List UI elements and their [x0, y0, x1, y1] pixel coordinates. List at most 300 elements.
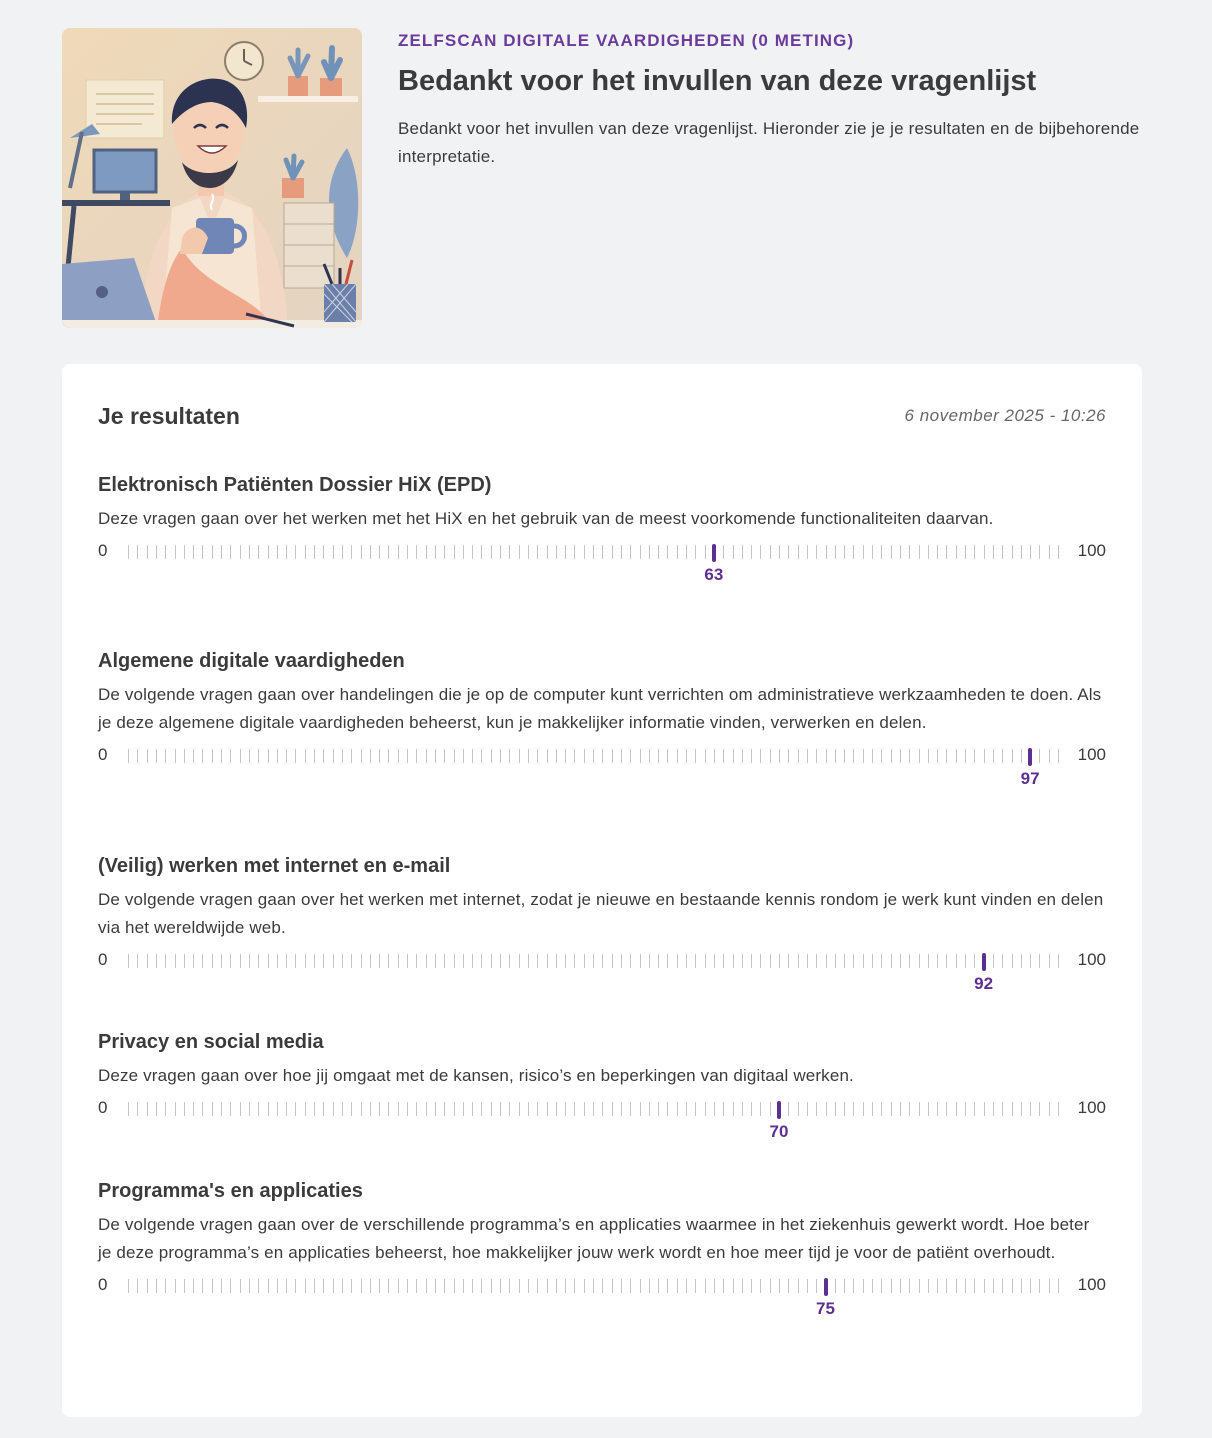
scale-tick: [853, 954, 854, 968]
scale-tick: [537, 1102, 538, 1116]
scale-tick: [323, 1279, 324, 1293]
scale-tick: [388, 1279, 389, 1293]
scale-tick: [500, 1102, 501, 1116]
scale-tick: [612, 749, 613, 763]
scale-tick: [565, 749, 566, 763]
scale-tick: [342, 1102, 343, 1116]
scale-tick: [156, 1279, 157, 1293]
scale-tick: [295, 1279, 296, 1293]
scale-tick: [463, 545, 464, 559]
scale-tick: [891, 1279, 892, 1293]
scale-tick: [891, 954, 892, 968]
scale-tick: [584, 1102, 585, 1116]
scale-tick: [733, 1102, 734, 1116]
scale-tick: [240, 749, 241, 763]
scale-tick: [677, 954, 678, 968]
scale-tick: [491, 749, 492, 763]
scale-tick: [547, 1279, 548, 1293]
scale-tick: [677, 545, 678, 559]
scale-tick: [463, 1279, 464, 1293]
scale-tick: [528, 545, 529, 559]
scale-tick: [881, 1102, 882, 1116]
scale-tick: [1039, 954, 1040, 968]
scale-tick: [137, 1279, 138, 1293]
scale-tick: [491, 954, 492, 968]
scale-tick: [946, 1102, 947, 1116]
scale-tick: [268, 954, 269, 968]
scale-tick: [658, 749, 659, 763]
scale-tick: [928, 749, 929, 763]
scale-tick: [1030, 1102, 1031, 1116]
scale-tick: [723, 1102, 724, 1116]
scale-tick: [398, 1102, 399, 1116]
scale-tick: [193, 954, 194, 968]
scale-tick: [1021, 1279, 1022, 1293]
scale-tick: [221, 749, 222, 763]
scale-tick: [723, 954, 724, 968]
scale-tick: [481, 954, 482, 968]
scale-tick: [733, 954, 734, 968]
scale-tick: [872, 749, 873, 763]
scale-tick: [602, 1102, 603, 1116]
scale-tick: [398, 749, 399, 763]
scale-tick: [714, 1102, 715, 1116]
scale-tick: [733, 1279, 734, 1293]
scale-tick: [798, 1279, 799, 1293]
scale-tick: [472, 954, 473, 968]
scale-tick: [351, 545, 352, 559]
scale-tick: [519, 749, 520, 763]
scale-tick: [1039, 545, 1040, 559]
scale-tick: [1030, 954, 1031, 968]
scale-tick: [295, 545, 296, 559]
scale-tick: [863, 749, 864, 763]
scale-tick: [816, 1279, 817, 1293]
scale-tick: [677, 1279, 678, 1293]
scale-tick: [454, 545, 455, 559]
scale-tick: [128, 954, 129, 968]
scale-tick: [286, 1102, 287, 1116]
scale-tick: [946, 545, 947, 559]
scale-tick: [193, 545, 194, 559]
scale-tick: [361, 1102, 362, 1116]
scale-tick: [481, 1279, 482, 1293]
scale-tick: [891, 545, 892, 559]
scale-tick: [891, 749, 892, 763]
scale-tick: [649, 954, 650, 968]
scale-tick: [472, 1279, 473, 1293]
scale-tick: [463, 954, 464, 968]
scale-tick: [695, 749, 696, 763]
scale-tick: [547, 1102, 548, 1116]
scale-tick: [249, 749, 250, 763]
scale-tick: [760, 545, 761, 559]
scale-tick: [788, 954, 789, 968]
scale-tick: [798, 954, 799, 968]
scale-tick: [974, 954, 975, 968]
scale-tick: [230, 954, 231, 968]
scale-tick: [361, 1279, 362, 1293]
scale-tick: [193, 1102, 194, 1116]
scale-tick: [137, 749, 138, 763]
scale-tick: [984, 1279, 985, 1293]
scale-tick: [509, 1279, 510, 1293]
scale-tick: [202, 749, 203, 763]
scale-tick: [1058, 1102, 1059, 1116]
section-description: Deze vragen gaan over het werken met het HiX en het gebruik van de meest voorkomende functionaliteiten daarvan.: [98, 509, 994, 528]
person-with-coffee-illustration: [62, 28, 362, 328]
scale-tick: [388, 954, 389, 968]
score-value: 97: [1020, 769, 1040, 788]
scale-tick: [202, 1279, 203, 1293]
scale-tick: [1002, 954, 1003, 968]
scale-tick: [686, 954, 687, 968]
scale-tick: [528, 1279, 529, 1293]
scale-tick: [667, 545, 668, 559]
scale-tick: [593, 954, 594, 968]
scale-tick: [574, 545, 575, 559]
scale-max-label: 100: [1077, 1098, 1106, 1117]
scale-tick: [723, 545, 724, 559]
scale-tick: [165, 1102, 166, 1116]
scale-tick: [742, 545, 743, 559]
scale-tick: [900, 545, 901, 559]
scale-tick: [351, 749, 352, 763]
scale-tick: [695, 1102, 696, 1116]
scale-tick: [946, 749, 947, 763]
scale-tick: [509, 954, 510, 968]
scale-tick: [323, 1102, 324, 1116]
scale-tick: [249, 545, 250, 559]
score-scale: [98, 1271, 1106, 1318]
scale-track: [128, 545, 1058, 584]
scale-tick: [537, 545, 538, 559]
scale-tick: [835, 1279, 836, 1293]
scale-tick: [165, 954, 166, 968]
hero-illustration: [62, 28, 362, 328]
scale-tick: [853, 1102, 854, 1116]
scale-tick: [993, 749, 994, 763]
scale-tick: [937, 545, 938, 559]
scale-tick: [147, 1102, 148, 1116]
result-section: [98, 1029, 1106, 1141]
scale-tick: [537, 954, 538, 968]
scale-tick: [807, 1279, 808, 1293]
scale-tick: [212, 1279, 213, 1293]
scale-tick: [1049, 545, 1050, 559]
scale-tick: [686, 1279, 687, 1293]
scale-tick: [705, 545, 706, 559]
scale-tick: [463, 749, 464, 763]
scale-tick: [807, 1102, 808, 1116]
scale-tick: [444, 1102, 445, 1116]
scale-tick: [137, 954, 138, 968]
scale-tick: [742, 954, 743, 968]
scale-tick: [137, 545, 138, 559]
scale-tick: [323, 954, 324, 968]
intro-text: Bedankt voor het invullen van deze vragenlijst. Hieronder zie je je resultaten en de bijbehorende interpretatie.: [398, 119, 1140, 166]
scale-tick: [147, 954, 148, 968]
scale-tick: [565, 954, 566, 968]
scale-tick: [128, 545, 129, 559]
scale-tick: [361, 545, 362, 559]
scale-tick: [1002, 545, 1003, 559]
scale-tick: [900, 749, 901, 763]
scale-tick: [370, 545, 371, 559]
scale-tick: [202, 1102, 203, 1116]
section-title: Elektronisch Patiënten Dossier HiX (EPD): [98, 474, 492, 496]
scale-tick: [435, 545, 436, 559]
score-scale: [98, 1094, 1106, 1141]
scale-tick: [556, 954, 557, 968]
scale-tick: [863, 1279, 864, 1293]
scale-tick: [305, 545, 306, 559]
scale-tick: [249, 1279, 250, 1293]
scale-tick: [295, 1102, 296, 1116]
scale-tick: [156, 545, 157, 559]
scale-tick: [165, 749, 166, 763]
section-title: Programma's en applicaties: [98, 1180, 363, 1202]
scale-tick: [612, 954, 613, 968]
scale-min-label: 0: [98, 745, 108, 764]
section-title: (Veilig) werken met internet en e-mail: [98, 855, 451, 877]
scale-tick: [574, 1279, 575, 1293]
scale-tick: [156, 749, 157, 763]
scale-tick: [705, 1102, 706, 1116]
scale-tick: [1012, 1279, 1013, 1293]
scale-tick: [760, 1279, 761, 1293]
scale-tick: [788, 545, 789, 559]
scale-tick: [779, 1279, 780, 1293]
scale-tick: [649, 1279, 650, 1293]
section-title: Privacy en social media: [98, 1031, 324, 1053]
scale-tick: [844, 1279, 845, 1293]
scale-tick: [630, 749, 631, 763]
scale-tick: [705, 749, 706, 763]
scale-tick: [221, 545, 222, 559]
scale-tick: [798, 1102, 799, 1116]
scale-tick: [788, 1102, 789, 1116]
scale-tick: [844, 749, 845, 763]
scale-tick: [919, 1102, 920, 1116]
scale-tick: [212, 954, 213, 968]
scale-tick: [407, 749, 408, 763]
scale-tick: [277, 1102, 278, 1116]
scale-tick: [128, 1102, 129, 1116]
scale-tick: [919, 954, 920, 968]
scale-tick: [519, 1279, 520, 1293]
scale-tick: [909, 749, 910, 763]
scale-tick: [333, 954, 334, 968]
scale-tick: [695, 954, 696, 968]
scale-tick: [621, 954, 622, 968]
scale-tick: [928, 954, 929, 968]
scale-min-label: 0: [98, 541, 108, 560]
scale-tick: [965, 749, 966, 763]
scale-tick: [379, 749, 380, 763]
scale-tick: [184, 954, 185, 968]
scale-tick: [686, 749, 687, 763]
scale-tick: [556, 749, 557, 763]
scale-tick: [826, 954, 827, 968]
scale-tick: [1049, 749, 1050, 763]
scale-tick: [928, 1279, 929, 1293]
scale-tick: [147, 749, 148, 763]
scale-tick: [844, 1102, 845, 1116]
scale-tick: [444, 545, 445, 559]
scale-tick: [528, 954, 529, 968]
scale-tick: [454, 749, 455, 763]
scale-tick: [249, 954, 250, 968]
scale-tick: [519, 545, 520, 559]
scale-tick: [1049, 1279, 1050, 1293]
scale-tick: [277, 954, 278, 968]
scale-tick: [379, 1279, 380, 1293]
scale-tick: [444, 749, 445, 763]
scale-tick: [956, 545, 957, 559]
scale-tick: [770, 1279, 771, 1293]
scale-tick: [435, 1279, 436, 1293]
scale-tick: [500, 1279, 501, 1293]
survey-eyebrow: ZELFSCAN DIGITALE VAARDIGHEDEN (0 METING): [398, 31, 855, 50]
section-description: Deze vragen gaan over hoe jij omgaat met de kansen, risico’s en beperkingen van digitaal werken.: [98, 1066, 854, 1085]
scale-tick: [937, 1279, 938, 1293]
scale-tick: [342, 749, 343, 763]
scale-tick: [342, 954, 343, 968]
scale-tick: [807, 954, 808, 968]
scale-tick: [881, 545, 882, 559]
scale-tick: [593, 749, 594, 763]
scale-tick: [881, 749, 882, 763]
scale-tick: [984, 545, 985, 559]
scale-tick: [844, 545, 845, 559]
scale-tick: [221, 1102, 222, 1116]
result-section: [98, 853, 1106, 993]
scale-tick: [956, 749, 957, 763]
scale-tick: [1058, 1279, 1059, 1293]
scale-tick: [742, 1102, 743, 1116]
scale-tick: [379, 545, 380, 559]
scale-tick: [779, 749, 780, 763]
scale-tick: [956, 1102, 957, 1116]
scale-tick: [454, 1102, 455, 1116]
scale-tick: [621, 545, 622, 559]
scale-tick: [993, 1102, 994, 1116]
scale-tick: [361, 954, 362, 968]
page-title: Bedankt voor het invullen van deze vragenlijst: [398, 65, 1037, 97]
scale-tick: [240, 954, 241, 968]
scale-tick: [193, 1279, 194, 1293]
scale-tick: [528, 749, 529, 763]
scale-tick: [333, 545, 334, 559]
scale-tick: [640, 954, 641, 968]
score-marker: [1028, 748, 1032, 766]
scale-tick: [835, 749, 836, 763]
scale-tick: [751, 1279, 752, 1293]
scale-track: [128, 954, 1058, 993]
scale-tick: [640, 1102, 641, 1116]
scale-tick: [705, 954, 706, 968]
scale-tick: [946, 954, 947, 968]
score-value: 70: [769, 1122, 789, 1141]
scale-tick: [156, 1102, 157, 1116]
scale-tick: [835, 545, 836, 559]
scale-tick: [751, 954, 752, 968]
scale-tick: [807, 545, 808, 559]
scale-tick: [667, 749, 668, 763]
scale-tick: [723, 1279, 724, 1293]
scale-tick: [881, 1279, 882, 1293]
scale-tick: [612, 1102, 613, 1116]
scale-tick: [388, 545, 389, 559]
scale-tick: [509, 1102, 510, 1116]
scale-tick: [630, 545, 631, 559]
scale-tick: [277, 749, 278, 763]
scale-tick: [742, 749, 743, 763]
scale-tick: [286, 749, 287, 763]
scale-tick: [937, 749, 938, 763]
scale-tick: [258, 545, 259, 559]
score-scale: [98, 741, 1106, 788]
score-marker: [982, 953, 986, 971]
scale-tick: [658, 545, 659, 559]
scale-tick: [974, 749, 975, 763]
scale-tick: [184, 749, 185, 763]
scale-tick: [426, 1279, 427, 1293]
scale-tick: [630, 954, 631, 968]
scale-tick: [556, 1102, 557, 1116]
scale-tick: [314, 1279, 315, 1293]
score-marker: [712, 544, 716, 562]
scale-tick: [667, 954, 668, 968]
scale-tick: [984, 749, 985, 763]
scale-tick: [398, 1279, 399, 1293]
scale-tick: [974, 1279, 975, 1293]
scale-tick: [770, 545, 771, 559]
scale-tick: [593, 1102, 594, 1116]
scale-tick: [649, 749, 650, 763]
scale-tick: [472, 1102, 473, 1116]
scale-min-label: 0: [98, 1275, 108, 1294]
scale-tick: [565, 1279, 566, 1293]
scale-tick: [779, 545, 780, 559]
scale-tick: [1012, 954, 1013, 968]
scale-tick: [872, 954, 873, 968]
scale-tick: [816, 545, 817, 559]
scale-tick: [993, 1279, 994, 1293]
scale-tick: [900, 1279, 901, 1293]
scale-tick: [751, 1102, 752, 1116]
scale-tick: [900, 954, 901, 968]
scale-tick: [1021, 954, 1022, 968]
scale-track: [128, 1102, 1058, 1141]
scale-tick: [612, 545, 613, 559]
scale-tick: [165, 1279, 166, 1293]
scale-tick: [677, 1102, 678, 1116]
scale-tick: [1058, 749, 1059, 763]
results-card: [62, 364, 1142, 1417]
scale-tick: [965, 1279, 966, 1293]
scale-track: [128, 1279, 1058, 1318]
scale-tick: [937, 954, 938, 968]
scale-tick: [1058, 954, 1059, 968]
scale-tick: [965, 1102, 966, 1116]
scale-tick: [612, 1279, 613, 1293]
scale-tick: [863, 545, 864, 559]
scale-tick: [1049, 1102, 1050, 1116]
scale-tick: [426, 1102, 427, 1116]
scale-tick: [426, 545, 427, 559]
